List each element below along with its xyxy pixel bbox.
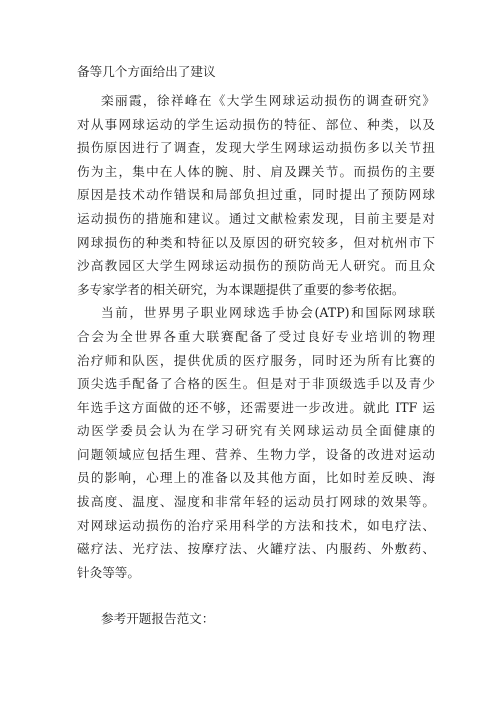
text-line: 对从事网球运动的学生运动损伤的特征、部位、种类，以及: [77, 117, 435, 132]
text-line: 合会为全世界各重大联赛配备了受过良好专业培训的物理: [77, 329, 435, 344]
text-line: 多专家学者的相关研究，为本课题提供了重要的参考依据。: [77, 282, 405, 297]
text-line: 损伤原因进行了调查，发现大学生网球运动损伤多以关节扭: [77, 140, 435, 155]
text-line: 运动损伤的措施和建议。通过文献检索发现，目前主要是对: [77, 211, 435, 226]
text-line: 栾丽霞，徐祥峰在《大学生网球运动损伤的调查研究》: [101, 93, 435, 108]
text-line: 伤为主，集中在人体的腕、肘、肩及踝关节。而损伤的主要: [77, 164, 435, 179]
text-line: 拔高度、温度、湿度和非常年轻的运动员打网球的效果等。: [77, 494, 435, 509]
text-line: 原因是技术动作错误和局部负担过重，同时提出了预防网球: [77, 187, 435, 202]
text-line: 磁疗法、光疗法、按摩疗法、火罐疗法、内服药、外敷药、: [77, 541, 435, 556]
text-line: 对网球运动损伤的治疗采用科学的方法和技术，如电疗法、: [77, 518, 435, 533]
text-line: 备等几个方面给出了建议: [77, 64, 216, 79]
text-line: 问题领域应包括生理、营养、生物力学，设备的改进对运动: [77, 447, 435, 462]
text-line: 沙高教园区大学生网球运动损伤的预防尚无人研究。而且众: [77, 258, 435, 273]
text-line: 员的影响，心理上的准备以及其他方面，比如时差反映、海: [77, 470, 435, 485]
text-line: 年选手这方面做的还不够，还需要进一步改进。就此 ITF 运: [77, 400, 435, 415]
text-line: 顶尖选手配备了合格的医生。但是对于非顶级选手以及青少: [77, 376, 435, 391]
section-heading: 参考开题报告范文：: [101, 611, 215, 626]
text-line: 网球损伤的种类和特征以及原因的研究较多，但对杭州市下: [77, 235, 435, 250]
text-line: 治疗师和队医，提供优质的医疗服务，同时还为所有比赛的: [77, 353, 435, 368]
text-line: 动医学委员会认为在学习研究有关网球运动员全面健康的: [77, 423, 435, 438]
text-line: 针灸等等。: [77, 565, 140, 580]
text-line: 当前，世界男子职业网球选手协会(ATP)和国际网球联: [101, 305, 435, 320]
